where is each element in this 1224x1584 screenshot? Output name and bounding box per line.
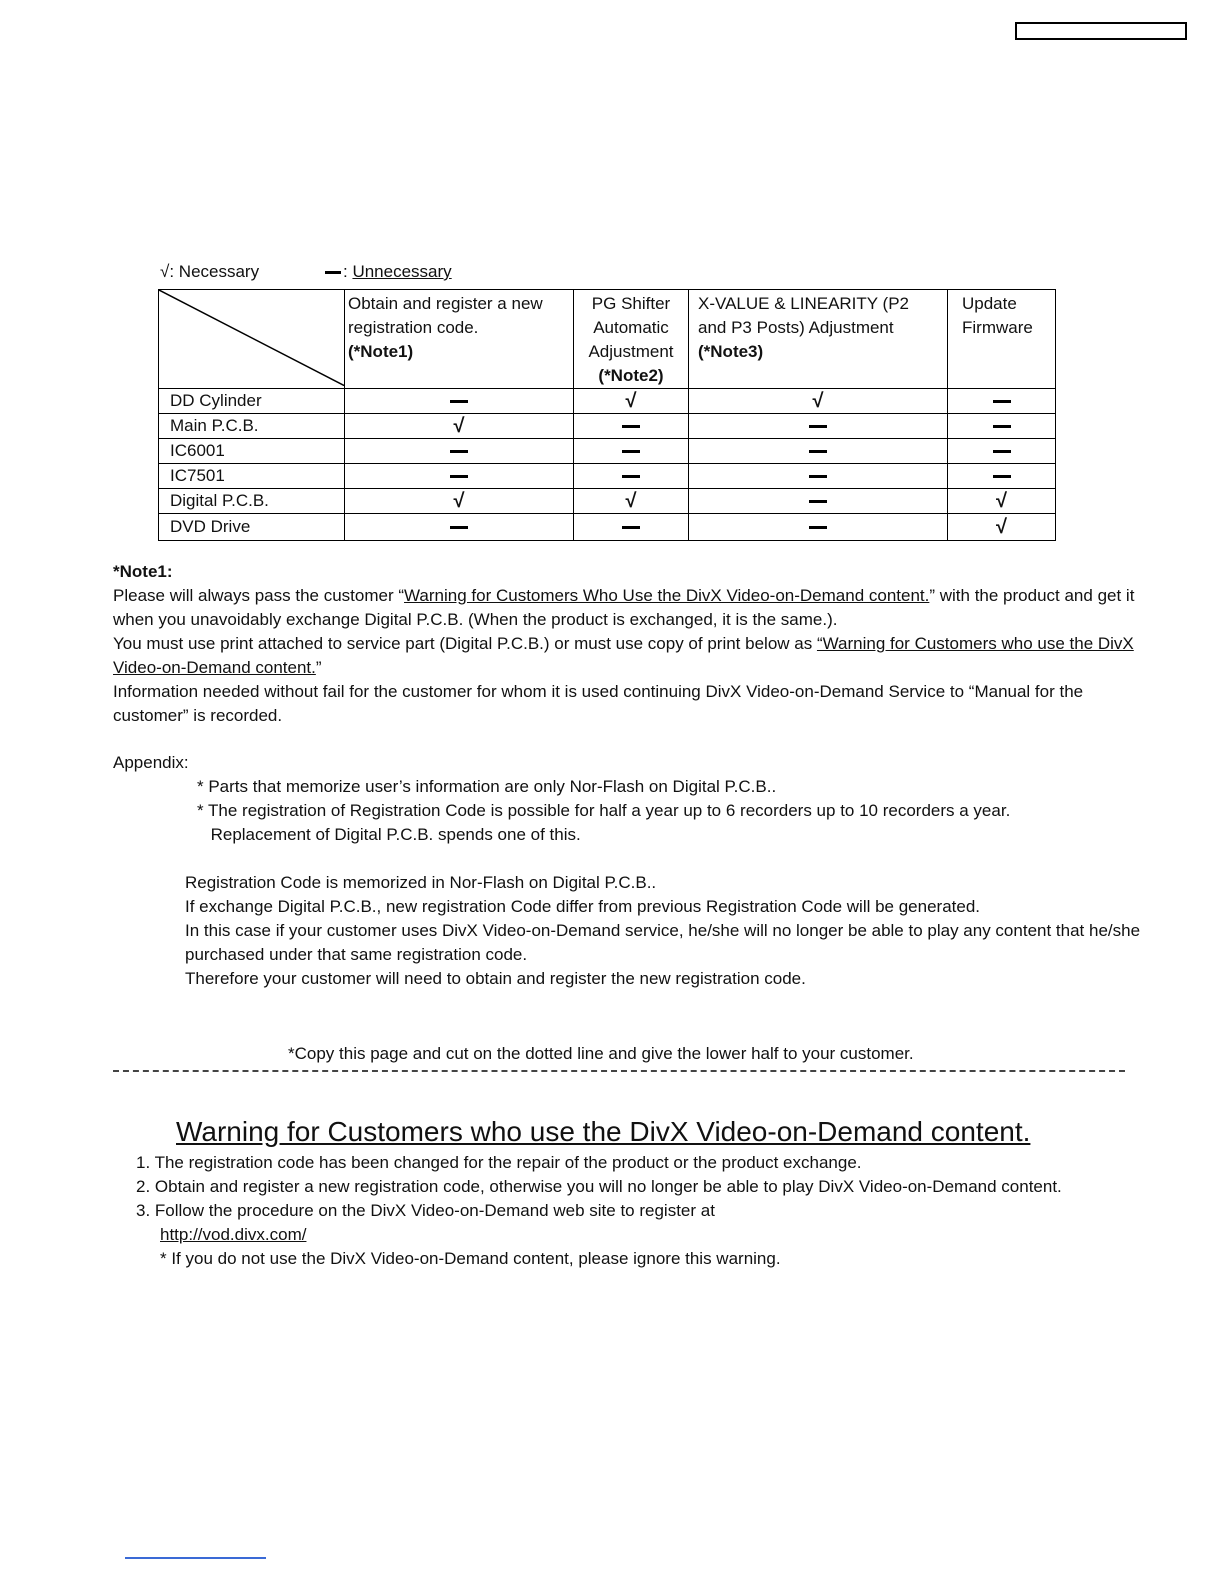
appendix-bullet-2-cont: Replacement of Digital P.C.B. spends one of this. (210, 825, 581, 844)
check-icon: √ (625, 389, 637, 412)
table-cell (948, 414, 1056, 439)
warning-item-2: 2. Obtain and register a new registration code, otherwise you will no longer be able to play DivX Video-on-Demand content. (136, 1177, 1062, 1196)
appendix-title: Appendix: (113, 753, 189, 772)
warning-list (136, 1151, 1062, 1271)
row-label: DVD Drive (159, 514, 345, 541)
check-icon: √ (625, 489, 637, 512)
table-cell (689, 514, 948, 541)
diagonal-line (159, 290, 345, 386)
dash-icon (809, 450, 827, 453)
table-cell (689, 489, 948, 514)
table-cell (689, 439, 948, 464)
dash-icon (450, 475, 468, 478)
row-label: Main P.C.B. (159, 414, 345, 439)
dash-icon (809, 526, 827, 529)
table-cell (574, 389, 689, 414)
table-cell (948, 464, 1056, 489)
row-label: Digital P.C.B. (159, 489, 345, 514)
column-header-update-firmware: Update Firmware (948, 290, 1056, 389)
dash-icon (325, 271, 341, 274)
table-row (159, 514, 1056, 541)
dash-icon (622, 450, 640, 453)
appendix-bullet-2: * The registration of Registration Code is possible for half a year up to 6 recorders up to 10 recorders a year. (197, 801, 1011, 820)
table-cell (574, 464, 689, 489)
table-cell (574, 514, 689, 541)
check-icon: √ (812, 389, 824, 412)
table-cell (948, 389, 1056, 414)
table-row (159, 414, 1056, 439)
column-header-x-value: X-VALUE & LINEARITY (P2 and P3 Posts) Adjustment (*Note3) (689, 290, 948, 389)
table-cell (689, 389, 948, 414)
dash-icon (809, 500, 827, 503)
table-cell (345, 464, 574, 489)
appendix-bullet-1: * Parts that memorize user’s information are only Nor-Flash on Digital P.C.B.. (197, 777, 777, 796)
check-icon: √ (453, 414, 465, 437)
table-row (159, 464, 1056, 489)
warning-footnote: * If you do not use the DivX Video-on-Demand content, please ignore this warning. (160, 1249, 781, 1268)
dash-icon (993, 475, 1011, 478)
table-cell (574, 439, 689, 464)
cut-line (113, 1070, 1125, 1072)
note1-section (113, 560, 1143, 728)
row-label: IC6001 (159, 439, 345, 464)
table-cell (948, 489, 1056, 514)
table-cell (574, 489, 689, 514)
appendix-paragraph-3: In this case if your customer uses DivX Video-on-Demand service, he/she will no longer be able to play any content that he/she purchased under that same registration code. (185, 921, 1141, 964)
table-cell (345, 514, 574, 541)
note1-paragraph-2: You must use print attached to service part (Digital P.C.B.) or must use copy of print below as “Warning for Customers who use the DivX Video-on-Demand content.” (113, 634, 1134, 677)
dash-icon (993, 400, 1011, 403)
check-icon: √ (996, 489, 1007, 512)
dash-icon (622, 425, 640, 428)
table-cell (689, 464, 948, 489)
table-row (159, 439, 1056, 464)
row-label: DD Cylinder (159, 389, 345, 414)
table-row (159, 389, 1056, 414)
appendix-paragraph-1: Registration Code is memorized in Nor-Flash on Digital P.C.B.. (185, 873, 657, 892)
dash-icon (622, 475, 640, 478)
dash-icon (450, 526, 468, 529)
dash-icon (450, 450, 468, 453)
column-header-pg-shifter: PG Shifter Automatic Adjustment (*Note2) (574, 290, 689, 389)
warning-item-3: 3. Follow the procedure on the DivX Video-on-Demand web site to register at (136, 1201, 715, 1220)
table-cell (574, 414, 689, 439)
appendix-section (113, 751, 1143, 991)
check-icon: √ (160, 262, 170, 281)
check-icon: √ (996, 515, 1007, 538)
legend-unnecessary: : Unnecessary (325, 262, 452, 282)
diagonal-corner-cell (159, 290, 345, 389)
row-label: IC7501 (159, 464, 345, 489)
note1-title: *Note1: (113, 562, 173, 581)
appendix-paragraph-2: If exchange Digital P.C.B., new registration Code differ from previous Registration Code will be generated. (185, 897, 981, 916)
table-cell (948, 514, 1056, 541)
dash-icon (809, 425, 827, 428)
table-row (159, 489, 1056, 514)
column-header-register: Obtain and register a new registration code. (*Note1) (345, 290, 574, 389)
table-cell (345, 439, 574, 464)
page-header-box (1015, 22, 1187, 40)
note1-paragraph-3: Information needed without fail for the customer for whom it is used continuing DivX Video-on-Demand Service to “Manual for the customer” is recorded. (113, 682, 1084, 725)
check-icon: √ (453, 489, 465, 512)
table-cell (345, 414, 574, 439)
note1-paragraph-1: Please will always pass the customer “Warning for Customers Who Use the DivX Video-on-Demand content.” with the product and get it when you unavoidably exchange Digital P.C.B. (When the product is exchanged, it is the same.). (113, 586, 1135, 629)
footer-link-line (125, 1557, 266, 1559)
replacement-matrix-table (158, 289, 1056, 541)
legend-necessary: √: Necessary (160, 262, 260, 281)
table-cell (345, 389, 574, 414)
dash-icon (809, 475, 827, 478)
table-header-row (159, 290, 1056, 389)
table-cell (948, 439, 1056, 464)
dash-icon (622, 526, 640, 529)
divx-url-link[interactable]: http://vod.divx.com/ (160, 1225, 307, 1244)
copy-instruction: *Copy this page and cut on the dotted line and give the lower half to your customer. (288, 1044, 914, 1063)
appendix-paragraph-4: Therefore your customer will need to obtain and register the new registration code. (185, 969, 806, 988)
table-cell (345, 489, 574, 514)
warning-item-1: 1. The registration code has been changed for the repair of the product or the product exchange. (136, 1153, 862, 1172)
dash-icon (993, 425, 1011, 428)
dash-icon (450, 400, 468, 403)
table-cell (689, 414, 948, 439)
dash-icon (993, 450, 1011, 453)
warning-title: Warning for Customers who use the DivX Video-on-Demand content. (176, 1116, 1031, 1147)
